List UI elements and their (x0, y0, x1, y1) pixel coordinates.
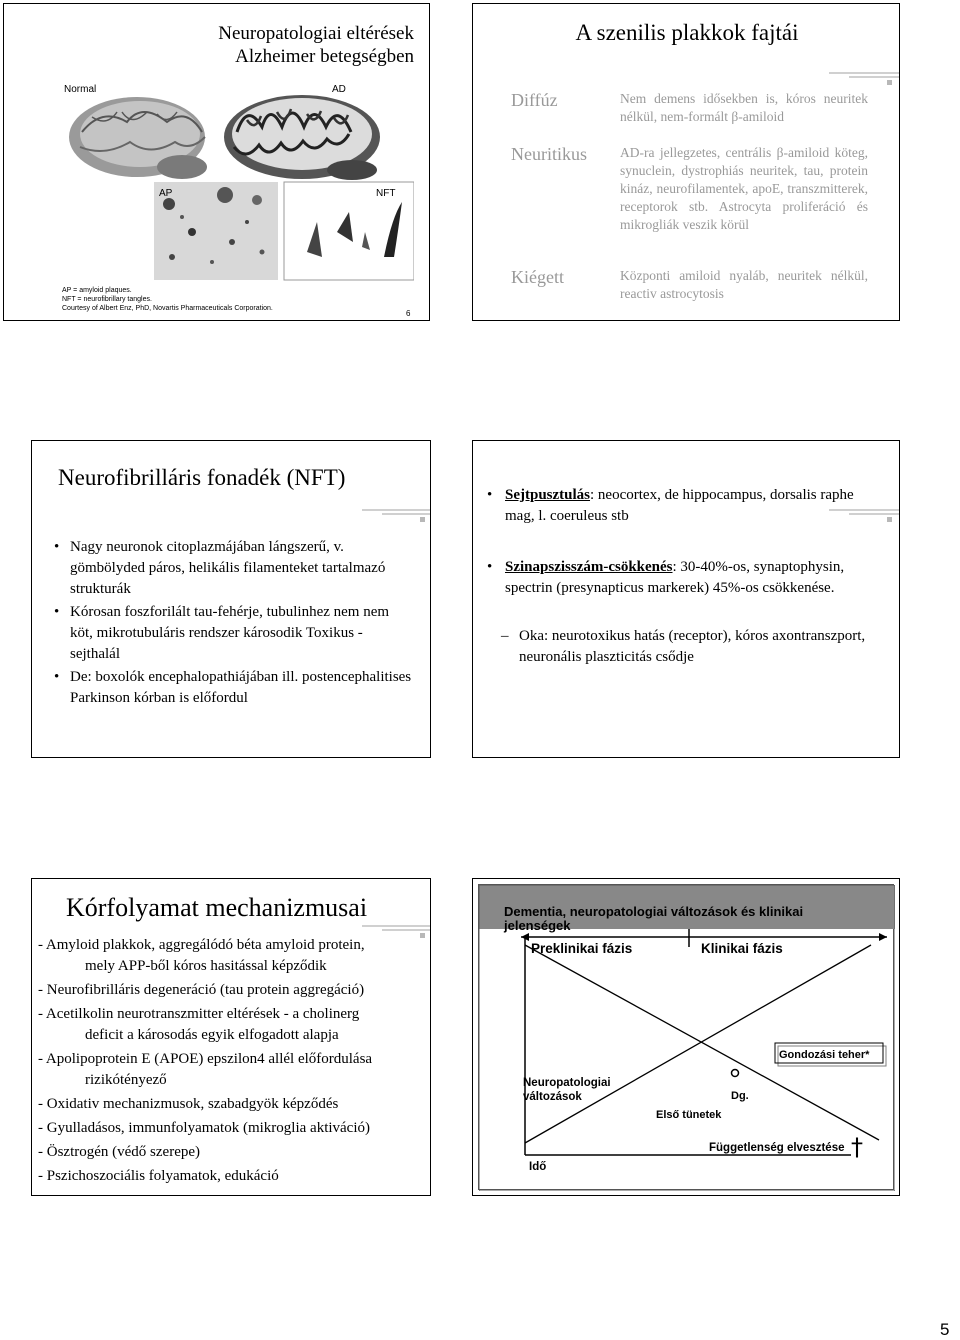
label-ap: AP (159, 188, 173, 199)
bullet-text: : neocortex, de hippocampus, dorsalis raphe mag, l. coeruleus stb (505, 487, 854, 524)
list-item (38, 935, 428, 977)
legend-ap: AP = amyloid plaques. (62, 287, 132, 294)
arrow-right (879, 933, 887, 941)
row-label-diffuse: Diffúz (511, 90, 558, 110)
sub-bullet-text: Oka: neurotoxikus hatás (receptor), kóros axontranszport, neuronális plaszticitás csődje (519, 628, 866, 665)
independence-loss-label: Függetlenség elvesztése (709, 1142, 845, 1154)
bullet-list (54, 537, 414, 711)
bullet-text: : 30-40%-os, synaptophysin, spectrin (presynapticus markerek) 45%-os csökkenése. (505, 559, 845, 596)
legend-nft: NFT = neurofibrillary tangles. (62, 296, 152, 303)
slide-title: Neurofibrilláris fonadék (NFT) (58, 465, 346, 490)
diagram-header: Dementia, neuropatologiai változások és klinikai jelenségek (504, 904, 804, 933)
legend-courtesy: Courtesy of Albert Enz, PhD, Novartis Pharmaceuticals Corporation. (62, 305, 273, 312)
brain-micrograph-image (62, 82, 414, 282)
bullet-heading: Sejtpusztulás (505, 487, 591, 503)
list-item (38, 1118, 428, 1139)
list-item (38, 1142, 428, 1163)
item-continuation: rizikótényező (85, 1072, 167, 1088)
row-text-diffuse: Nem demens idősekben is, kóros neuritek nélkül, nem-formált β-amiloid (620, 91, 868, 124)
bullet-synapse-loss (487, 557, 875, 599)
row-label-neuritic: Neuritikus (511, 144, 587, 164)
death-cross-icon: † (851, 1133, 863, 1161)
item-text: - Gyulladásos, immunfolyamatok (mikroglia aktiváció) (38, 1120, 371, 1136)
slide-plaque-types (472, 3, 900, 321)
bullet-icon: • (487, 487, 493, 503)
label-normal: Normal (64, 84, 97, 95)
item-text: - Acetilkolin neurotranszmitter eltérések - a cholinerg (38, 1006, 360, 1022)
slide-dementia-diagram (472, 878, 900, 1196)
item-text: - Oxidativ mechanizmusok, szabadgyök képződés (38, 1096, 339, 1112)
decorative-lines (362, 509, 431, 515)
dash-icon: – (501, 628, 509, 644)
slide-neuropathology (3, 3, 430, 321)
slide-title: Kórfolyamat mechanizmusai (66, 893, 368, 922)
slide-number: 6 (406, 309, 411, 318)
item-text: - Ösztrogén (védő szerepe) (38, 1144, 201, 1160)
list-item (38, 1166, 428, 1187)
slide-cell-loss (472, 440, 900, 758)
amyloid-plaque-micrograph (154, 182, 278, 280)
decorative-lines (829, 72, 899, 78)
page-number: 5 (940, 1320, 950, 1339)
title-line-2: Alzheimer betegségben (235, 46, 414, 67)
clinical-phase-label: Klinikai fázis (701, 941, 783, 956)
list-item (38, 980, 428, 1001)
slide-mechanisms (31, 878, 431, 1196)
sub-bullet-cause (501, 626, 869, 668)
image-legend (62, 286, 273, 313)
care-burden-label: Gondozási teher* (779, 1049, 870, 1061)
item-text: - Neurofibrilláris degeneráció (tau protein aggregáció) (38, 982, 365, 998)
mechanism-list (38, 935, 428, 1190)
title-line-1: Neuropatologiai eltérések (218, 23, 414, 44)
item-text: - Amyloid plakkok, aggregálódó béta amyloid protein, (38, 937, 365, 953)
decorative-lines (362, 925, 431, 931)
list-item (38, 1004, 428, 1046)
diagnosis-marker (732, 1070, 739, 1077)
item-text: - Pszichoszociális folyamatok, edukáció (38, 1168, 279, 1184)
bullet-icon: • (487, 559, 493, 575)
label-nft: NFT (376, 188, 396, 199)
neuropath-changes-label: Neuropatologiai változások (523, 1077, 611, 1103)
item-continuation: deficit a károsodás egyik elfogadott alapja (85, 1027, 339, 1043)
slide-title (184, 22, 414, 68)
label-ad: AD (332, 84, 346, 95)
list-item (38, 1049, 428, 1091)
item-continuation: mely APP-ből kóros hasitással képződik (85, 958, 327, 974)
list-item (38, 1094, 428, 1115)
time-axis-label: Idő (529, 1161, 547, 1173)
bullet-heading: Szinapszisszám-csökkenés (505, 559, 673, 575)
diagnosis-label: Dg. (731, 1090, 749, 1102)
bullet-cell-death (487, 485, 875, 527)
preclinical-phase-label: Preklinikai fázis (531, 941, 633, 956)
bullet-item: • De: boxolók encephalopathiájában ill. postencephalitises Parkinson kórban is előfordul (54, 667, 414, 709)
item-text: - Apolipoprotein E (APOE) epszilon4 allél előfordulása (38, 1051, 373, 1067)
bullet-item: • Kórosan foszforilált tau-fehérje, tubulinhez nem nem köt, mikrotubuláris rendszer károsodik Toxikus - sejthalál (54, 602, 414, 665)
row-text-burnt-out: Központi amiloid nyaláb, neuritek nélkül, reactiv astrocytosis (620, 268, 868, 301)
row-label-burnt-out: Kiégett (511, 267, 564, 287)
slide-title: A szenilis plakkok fajtái (575, 20, 799, 45)
row-text-neuritic: AD-ra jellegzetes, centrális β-amiloid köteg, synuclein, dystrophiás neuritek, tau, protein kináz, neurofilamentek, apoE, transzmitterek, receptorok stb. Astrocyta proliferáció és mikrogliák veszik körül (620, 145, 868, 232)
diagram-frame (478, 884, 894, 1190)
slide-nft (31, 440, 431, 758)
first-symptoms-label: Első tünetek (656, 1109, 722, 1121)
bullet-item: • Nagy neuronok citoplazmájában lángszerű, v. gömbölyded páros, helikális filamenteket tartalmazó strukturák (54, 537, 414, 600)
